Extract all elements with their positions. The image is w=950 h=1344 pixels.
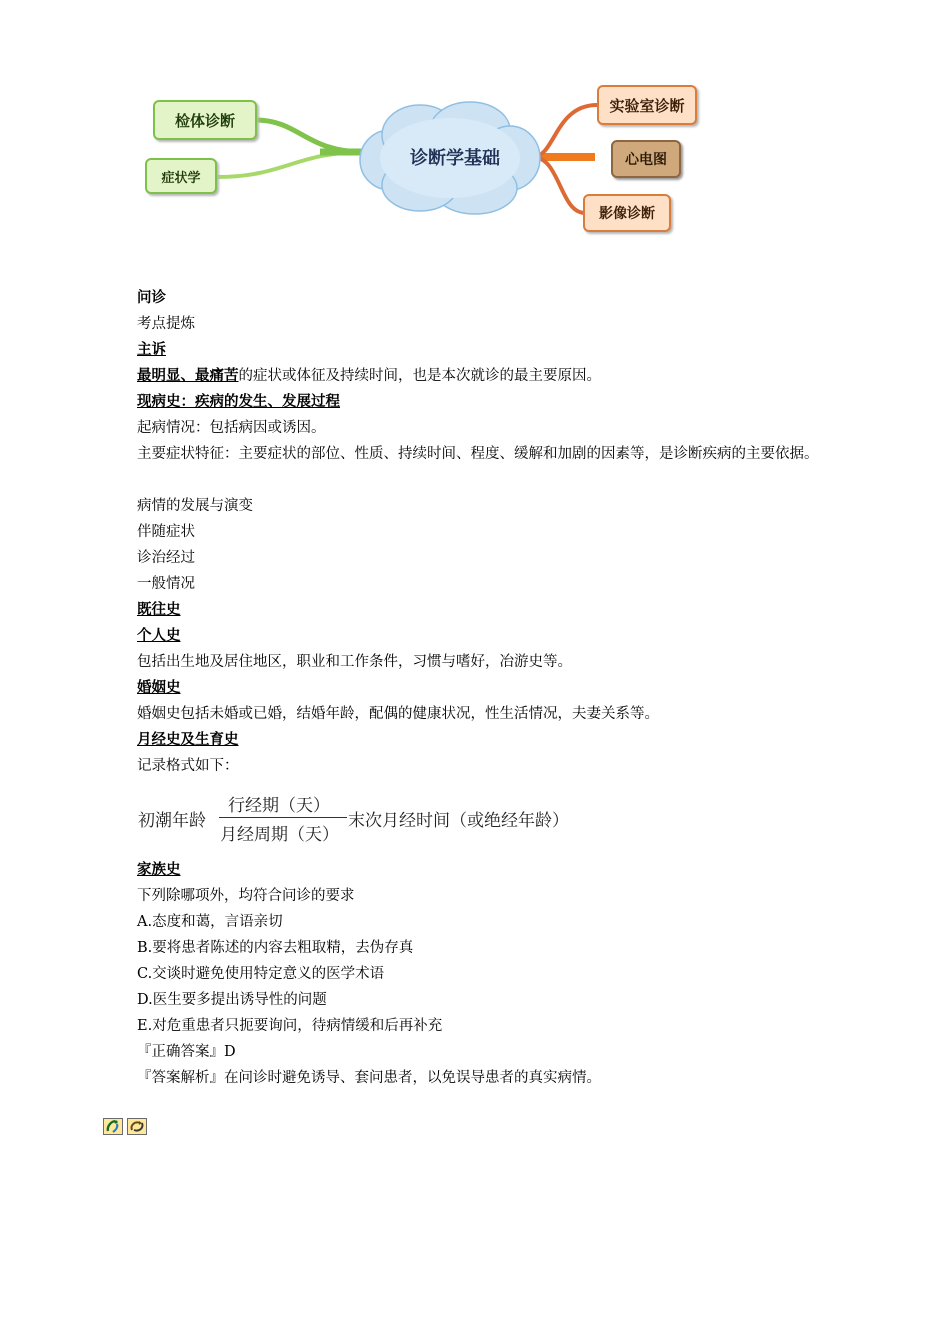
section-title: 问诊 [137, 289, 166, 306]
heading-past-history: 既往史 [137, 601, 181, 618]
record-format-text: 记录格式如下： [137, 758, 239, 774]
heading-chief-complaint: 主诉 [137, 341, 166, 358]
option-c: C.交谈时避免使用特定意义的医学术语 [137, 966, 385, 982]
heading-present-illness: 现病史：疾病的发生、发展过程 [137, 393, 340, 410]
heading-marriage-history: 婚姻史 [137, 679, 181, 696]
mind-map-node-symptomatology: 症状学 [145, 158, 217, 194]
answer-analysis: 『答案解析』在问诊时避免诱导、套问患者，以免误导患者的真实病情。 [137, 1070, 601, 1086]
chief-complaint-emphasis: 最明显、最痛苦 [137, 367, 239, 384]
mind-map-node-lab-diagnosis: 实验室诊断 [597, 85, 697, 125]
formula-menarche-age: 初潮年龄 [138, 811, 206, 831]
personal-history-text: 包括出生地及居住地区，职业和工作条件，习惯与嗜好，冶游史等。 [137, 654, 572, 670]
refresh-icon[interactable] [127, 1118, 147, 1135]
subtitle: 考点提炼 [137, 316, 195, 332]
mind-map-center-node: 诊断学基础 [410, 148, 500, 169]
option-e: E.对危重患者只扼要询问，待病情缓和后再补充 [137, 1018, 443, 1034]
option-d: D.医生要多提出诱导性的问题 [137, 992, 327, 1008]
general-text: 一般情况 [137, 576, 195, 592]
accompany-text: 伴随症状 [137, 524, 195, 540]
mind-map [135, 80, 715, 245]
chief-complaint-rest: 的症状或体征及持续时间，也是本次就诊的最主要原因。 [238, 368, 601, 384]
marriage-history-text: 婚姻史包括未婚或已婚，结婚年龄，配偶的健康状况，性生活情况，夫妻关系等。 [137, 706, 659, 722]
heading-family-history: 家族史 [137, 861, 181, 878]
formula-last-period: 末次月经时间（或绝经年龄） [348, 811, 569, 831]
home-icon[interactable] [103, 1118, 123, 1135]
treatment-text: 诊治经过 [137, 550, 195, 566]
option-a: A.态度和蔼，言语亲切 [137, 914, 283, 930]
formula-denominator: 月经周期（天） [220, 825, 339, 845]
mind-map-node-imaging: 影像诊断 [583, 194, 671, 232]
option-b: B.要将患者陈述的内容去粗取精，去伪存真 [137, 940, 414, 956]
onset-text: 起病情况：包括病因或诱因。 [137, 420, 326, 436]
mind-map-node-ecg: 心电图 [611, 140, 681, 178]
formula-fraction-bar [219, 817, 347, 818]
heading-personal-history: 个人史 [137, 627, 181, 644]
heading-menstrual-history: 月经史及生育史 [137, 731, 239, 748]
formula-numerator: 行经期（天） [228, 796, 330, 816]
correct-answer: 『正确答案』D [137, 1044, 236, 1060]
main-symptom-text: 主要症状特征：主要症状的部位、性质、持续时间、程度、缓解和加剧的因素等，是诊断疾病的主要依据。 [137, 446, 819, 462]
progress-text: 病情的发展与演变 [137, 498, 253, 514]
question-text: 下列除哪项外，均符合问诊的要求 [137, 888, 355, 904]
chief-complaint-text [137, 366, 601, 386]
mind-map-node-physical-exam: 检体诊断 [153, 100, 257, 140]
